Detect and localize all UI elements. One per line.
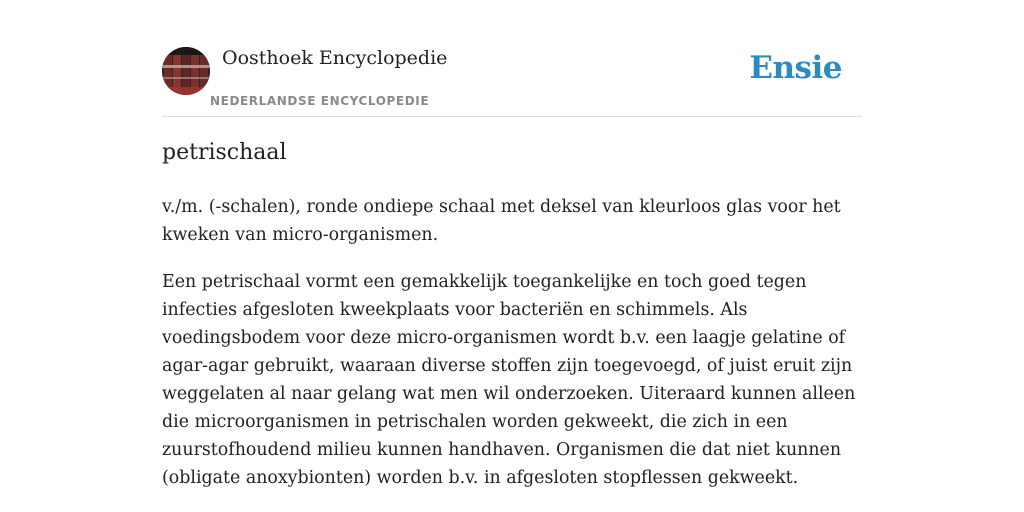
source-header [162, 44, 862, 117]
encyclopedia-books-icon[interactable] [162, 47, 210, 95]
source-subtitle: NEDERLANDSE ENCYCLOPEDIE [210, 94, 430, 108]
entry-title: petrischaal [162, 140, 287, 165]
entry-paragraph: v./m. (-schalen), ronde ondiepe schaal met deksel van kleurloos glas voor het kweken van micro-organismen. [162, 197, 841, 245]
entry-paragraph: Een petrischaal vormt een gemakkelijk toegankelijke en toch goed tegen infecties afgesloten kweekplaats voor bacteriën en schimmels. Als voedingsbodem voor deze micro-organismen wordt b.v. een laagje gelatine of agar-agar gebruikt, waaraan diverse stoffen zijn toegevoegd, of juist eruit zijn weggelaten al naar gelang wat men wil onderzoeken. Uiteraard kunnen alleen die microorganismen in petrischalen worden gekweekt, die zich in een zuurstofhoudend milieu kunnen handhaven. Organismen die dat niet kunnen (obligate anoxybionten) worden b.v. in afgesloten stopflessen gekweekt. [162, 272, 856, 488]
brand-logo-link[interactable]: Ensie [749, 50, 842, 86]
entry-body [162, 193, 862, 511]
source-title[interactable]: Oosthoek Encyclopedie [222, 47, 448, 69]
